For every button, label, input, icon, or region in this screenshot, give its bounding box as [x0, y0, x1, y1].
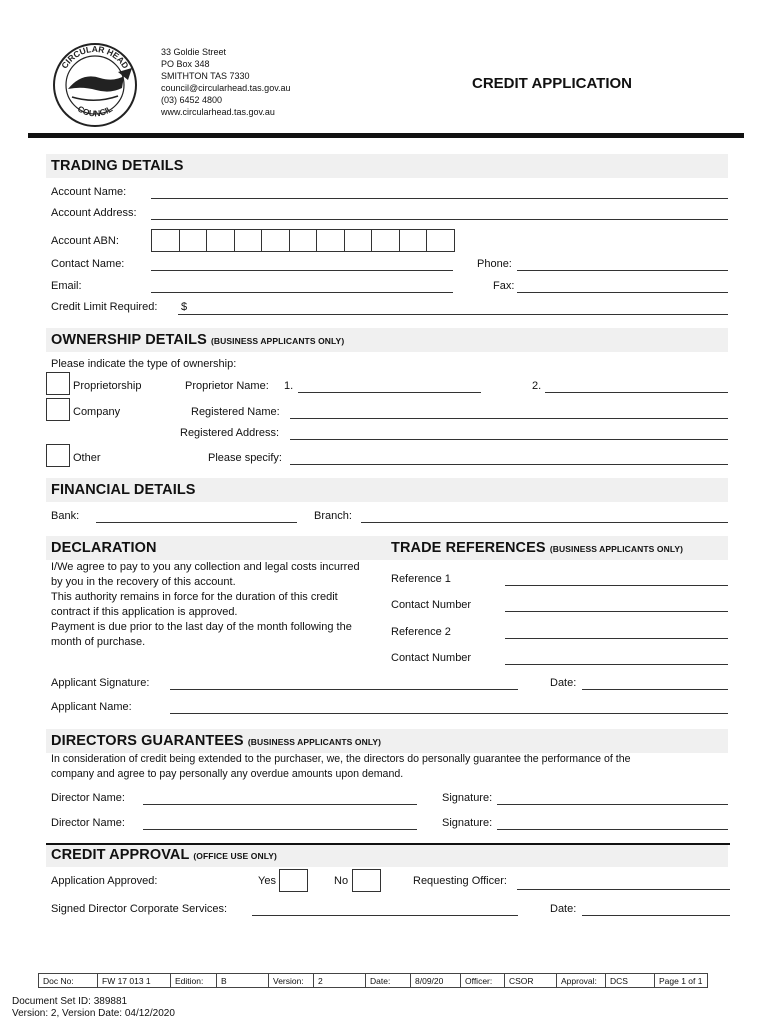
approval-label: Approval: — [557, 974, 606, 988]
director-signature-1-field[interactable] — [497, 804, 728, 805]
applicant-name-field[interactable] — [170, 713, 728, 714]
director-signature-2-label: Signature: — [442, 817, 493, 829]
contact-name-label: Contact Name: — [51, 258, 125, 270]
abn-boxes[interactable] — [151, 229, 455, 252]
branch-field[interactable] — [361, 522, 728, 523]
address-email: council@circularhead.tas.gov.au — [161, 83, 291, 93]
approval-date-label: Date: — [550, 903, 577, 915]
proprietor-two: 2. — [532, 380, 542, 392]
proprietor-one: 1. — [284, 380, 294, 392]
edition-value: B — [217, 974, 269, 988]
applicant-signature-field[interactable] — [170, 689, 518, 690]
address-website: www.circularhead.tas.gov.au — [161, 107, 275, 117]
registered-name-label: Registered Name: — [191, 406, 280, 418]
proprietor-name-1-field[interactable] — [298, 392, 481, 393]
page-number: Page 1 of 1 — [655, 974, 708, 988]
directors-text — [51, 752, 731, 782]
declaration-line-3: This authority remains in force for the duration of this credit — [51, 591, 338, 603]
document-set-id: Document Set ID: 389881 — [12, 996, 128, 1007]
application-approved-label: Application Approved: — [51, 875, 158, 887]
contact-number-1-field[interactable] — [505, 611, 728, 612]
requesting-officer-field[interactable] — [517, 889, 730, 890]
council-address — [161, 46, 291, 118]
svg-text:CIRCULAR HEAD: CIRCULAR HEAD — [59, 43, 131, 71]
director-signature-1-label: Signature: — [442, 792, 493, 804]
header-rule — [28, 133, 744, 138]
requesting-officer-label: Requesting Officer: — [413, 875, 507, 887]
date-value: 8/09/20 — [411, 974, 461, 988]
version-value: 2 — [314, 974, 366, 988]
credit-limit-label: Credit Limit Required: — [51, 301, 158, 313]
signed-director-field[interactable] — [252, 915, 518, 916]
yes-label: Yes — [258, 875, 276, 887]
reference-2-label: Reference 2 — [391, 626, 451, 638]
council-logo — [52, 42, 138, 128]
doc-no-value: FW 17 013 1 — [98, 974, 171, 988]
dollar-sign: $ — [181, 301, 188, 313]
account-address-field[interactable] — [151, 219, 728, 220]
director-name-1-label: Director Name: — [51, 792, 125, 804]
account-abn-label: Account ABN: — [51, 235, 119, 247]
registered-address-field[interactable] — [290, 439, 728, 440]
email-field[interactable] — [151, 292, 453, 293]
no-checkbox[interactable] — [352, 869, 381, 892]
signed-director-label: Signed Director Corporate Services: — [51, 903, 228, 915]
declaration-line-6: month of purchase. — [51, 636, 146, 648]
address-street: 33 Goldie Street — [161, 47, 227, 57]
company-label: Company — [73, 406, 121, 418]
svg-text:COUNCIL: COUNCIL — [75, 103, 115, 119]
trading-heading: TRADING DETAILS — [51, 158, 184, 174]
page-title: CREDIT APPLICATION — [472, 75, 632, 92]
reference-1-field[interactable] — [505, 585, 728, 586]
director-name-2-label: Director Name: — [51, 817, 125, 829]
ownership-prompt: Please indicate the type of ownership: — [51, 358, 237, 370]
proprietor-name-label: Proprietor Name: — [185, 380, 269, 392]
declaration-line-1: I/We agree to pay to you any collection and legal costs incurred — [51, 561, 360, 573]
version-info: Version: 2, Version Date: 04/12/2020 — [12, 1008, 175, 1019]
please-specify-field[interactable] — [290, 464, 728, 465]
applicant-name-label: Applicant Name: — [51, 701, 132, 713]
other-label: Other — [73, 452, 101, 464]
doc-no-label: Doc No: — [39, 974, 98, 988]
proprietor-name-2-field[interactable] — [545, 392, 728, 393]
address-town: SMITHTON TAS 7330 — [161, 71, 250, 81]
account-name-label: Account Name: — [51, 186, 127, 198]
credit-limit-field[interactable] — [178, 314, 728, 315]
phone-label: Phone: — [477, 258, 512, 270]
directors-sub: (BUSINESS APPLICANTS ONLY) — [247, 737, 382, 747]
edition-label: Edition: — [171, 974, 217, 988]
trade-refs-sub: (BUSINESS APPLICANTS ONLY) — [549, 544, 684, 554]
branch-label: Branch: — [314, 510, 352, 522]
director-signature-2-field[interactable] — [497, 829, 728, 830]
declaration-text — [51, 560, 381, 650]
declaration-line-5: Payment is due prior to the last day of the month following the — [51, 621, 352, 633]
financial-heading: FINANCIAL DETAILS — [51, 482, 196, 498]
other-checkbox[interactable] — [46, 444, 70, 467]
ownership-heading: OWNERSHIP DETAILS (BUSINESS APPLICANTS ONLY) — [51, 332, 345, 348]
officer-label: Officer: — [461, 974, 505, 988]
account-name-field[interactable] — [151, 198, 728, 199]
account-address-label: Account Address: — [51, 207, 137, 219]
applicant-signature-label: Applicant Signature: — [51, 677, 150, 689]
approval-sub: (OFFICE USE ONLY) — [193, 851, 277, 861]
address-phone: (03) 6452 4800 — [161, 95, 223, 105]
ownership-sub: (BUSINESS APPLICANTS ONLY) — [210, 336, 345, 346]
approval-heading: CREDIT APPROVAL (OFFICE USE ONLY) — [51, 847, 277, 863]
company-checkbox[interactable] — [46, 398, 70, 421]
proprietorship-label: Proprietorship — [73, 380, 142, 392]
reference-2-field[interactable] — [505, 638, 728, 639]
director-name-2-field[interactable] — [143, 829, 417, 830]
no-label: No — [334, 875, 349, 887]
declaration-heading: DECLARATION — [51, 540, 157, 556]
fax-field[interactable] — [517, 292, 728, 293]
directors-text-line-2: company and agree to pay personally any overdue amounts upon demand. — [51, 768, 404, 780]
registered-name-field[interactable] — [290, 418, 728, 419]
please-specify-label: Please specify: — [208, 452, 282, 464]
declaration-line-4: contract if this application is approved. — [51, 606, 238, 618]
director-name-1-field[interactable] — [143, 804, 417, 805]
phone-field[interactable] — [517, 270, 728, 271]
date-label: Date: — [366, 974, 411, 988]
contact-number-1-label: Contact Number — [391, 599, 472, 611]
reference-1-label: Reference 1 — [391, 573, 451, 585]
address-pobox: PO Box 348 — [161, 59, 210, 69]
approval-value: DCS — [606, 974, 655, 988]
directors-text-line-1: In consideration of credit being extended to the purchaser, we, the directors do personally guarantee the performance of the — [51, 753, 631, 765]
council-logo-icon — [52, 42, 138, 128]
directors-heading: DIRECTORS GUARANTEES (BUSINESS APPLICANTS ONLY) — [51, 733, 382, 749]
approval-date-field[interactable] — [582, 915, 730, 916]
document-control-row — [39, 974, 708, 988]
email-label: Email: — [51, 280, 82, 292]
bank-field[interactable] — [96, 522, 297, 523]
version-label: Version: — [269, 974, 314, 988]
bank-label: Bank: — [51, 510, 80, 522]
trade-refs-heading: TRADE REFERENCES (BUSINESS APPLICANTS ONLY) — [391, 540, 684, 556]
declaration-date-label: Date: — [550, 677, 577, 689]
officer-value: CSOR — [505, 974, 557, 988]
registered-address-label: Registered Address: — [180, 427, 280, 439]
contact-number-2-field[interactable] — [505, 664, 728, 665]
yes-checkbox[interactable] — [279, 869, 308, 892]
contact-name-field[interactable] — [151, 270, 453, 271]
proprietorship-checkbox[interactable] — [46, 372, 70, 395]
fax-label: Fax: — [493, 280, 515, 292]
declaration-date-field[interactable] — [582, 689, 728, 690]
document-control-table — [38, 973, 708, 988]
declaration-line-2: by you in the recovery of this account. — [51, 576, 236, 588]
contact-number-2-label: Contact Number — [391, 652, 472, 664]
